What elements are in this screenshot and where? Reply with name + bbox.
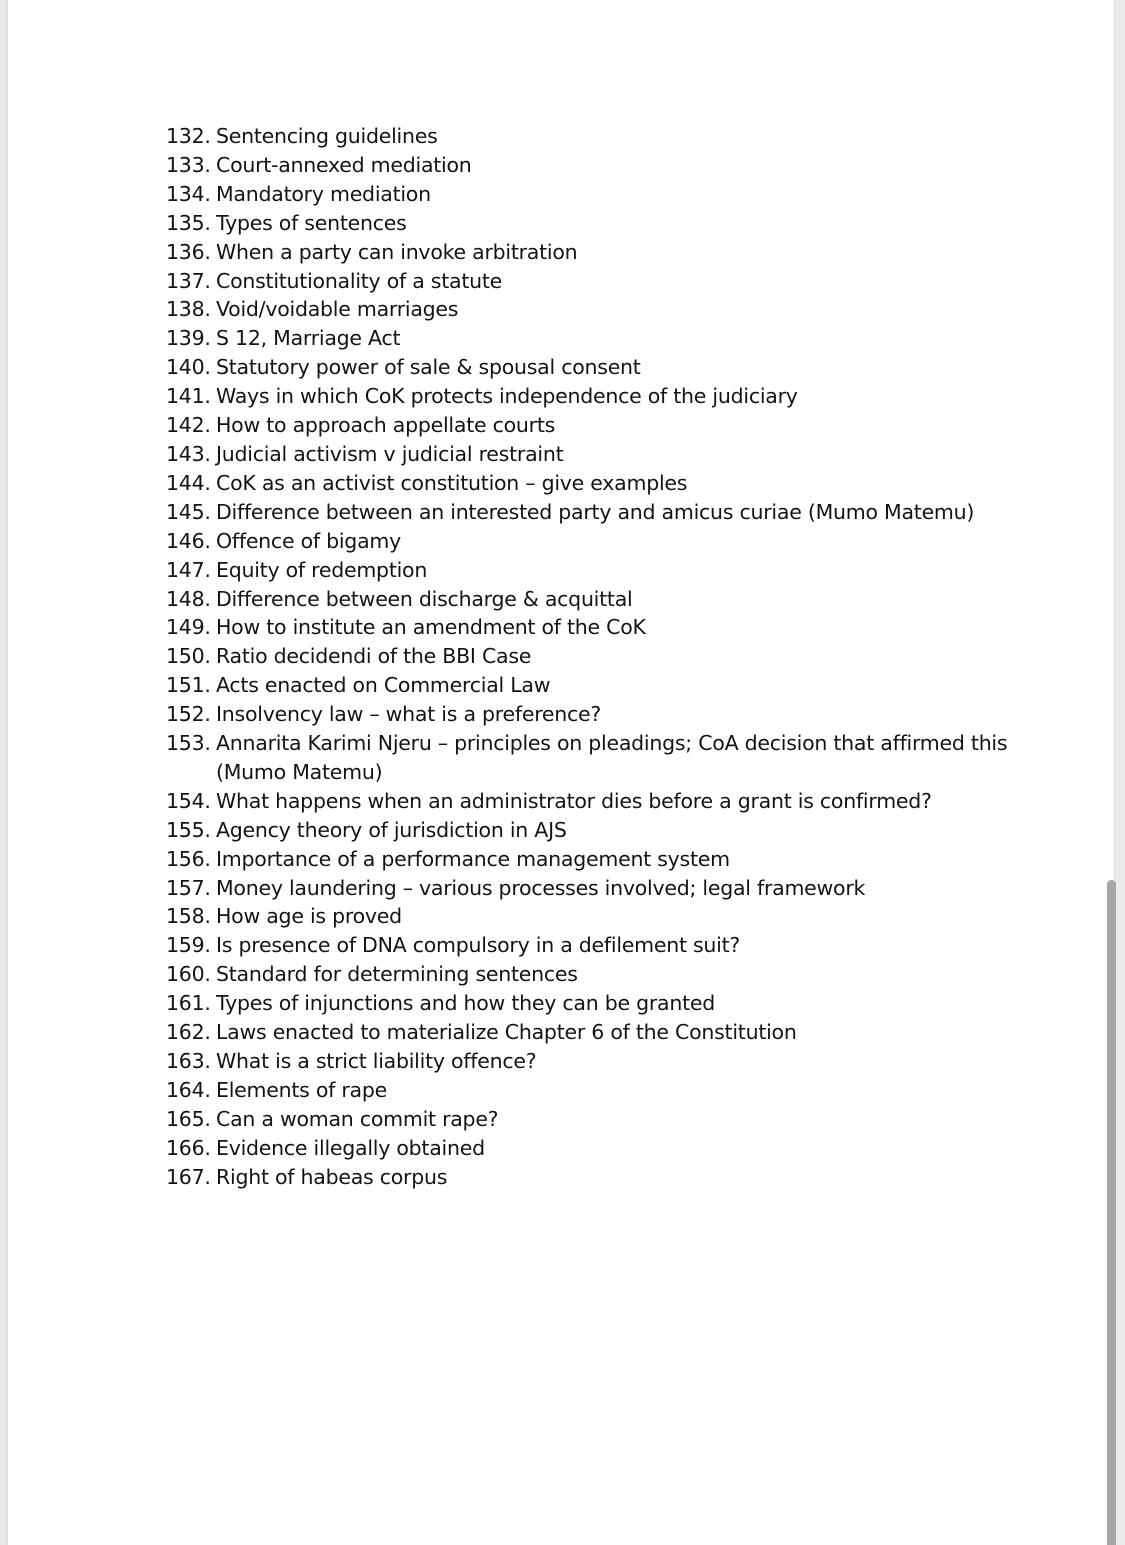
item-text: Court-annexed mediation (216, 152, 472, 177)
item-number: 157. (166, 875, 211, 900)
list-item (166, 585, 1066, 614)
item-text: How to approach appellate courts (216, 413, 556, 438)
list-item (166, 353, 1066, 382)
item-text: Importance of a performance management system (216, 846, 730, 871)
item-number: 144. (166, 470, 211, 495)
item-text: Right of habeas corpus (216, 1164, 448, 1189)
item-text: When a party can invoke arbitration (216, 239, 578, 264)
list-item (166, 960, 1066, 989)
item-number: 156. (166, 846, 211, 871)
list-item (166, 1105, 1066, 1134)
item-text: What is a strict liability offence? (216, 1049, 537, 1073)
item-number: 143. (166, 441, 211, 466)
list-item (166, 1076, 1066, 1105)
list-item (166, 671, 1066, 700)
item-number: 141. (166, 384, 211, 409)
list-item (166, 267, 1066, 296)
item-text: Difference between an interested party and amicus curiae (Mumo Matemu) (216, 499, 975, 524)
item-number: 145. (166, 499, 211, 524)
list-item (166, 469, 1066, 498)
item-text: CoK as an activist constitution – give examples (216, 470, 688, 495)
item-text: Difference between discharge & acquittal (216, 586, 633, 611)
list-item (166, 1018, 1066, 1047)
item-number: 137. (166, 268, 211, 293)
item-text: Mandatory mediation (216, 181, 431, 206)
item-text: How age is proved (216, 904, 402, 929)
item-text: Void/voidable marriages (216, 297, 459, 322)
list-item (166, 151, 1066, 180)
item-text: Acts enacted on Commercial Law (216, 673, 551, 698)
item-text: Equity of redemption (216, 557, 428, 582)
item-number: 160. (166, 962, 211, 987)
item-number: 163. (166, 1049, 211, 1073)
item-number: 149. (166, 615, 211, 640)
list-item (166, 642, 1066, 671)
item-number: 165. (166, 1106, 211, 1131)
item-text: Statutory power of sale & spousal consent (216, 355, 641, 380)
list-item (166, 498, 1066, 527)
item-text: S 12, Marriage Act (216, 326, 401, 351)
item-number: 152. (166, 702, 211, 727)
item-number: 164. (166, 1077, 211, 1102)
list-item (166, 209, 1066, 238)
item-number: 132. (166, 124, 211, 148)
scrollbar-thumb[interactable] (1107, 880, 1116, 1545)
scrollbar-track[interactable] (1115, 0, 1125, 1545)
list-item (166, 613, 1066, 642)
item-text: Offence of bigamy (216, 528, 401, 553)
list-item (166, 556, 1066, 585)
question-list (166, 122, 1066, 1192)
list-item (166, 874, 1066, 903)
item-number: 148. (166, 586, 211, 611)
list-item (166, 1163, 1066, 1192)
item-number: 162. (166, 1020, 211, 1045)
item-text: Annarita Karimi Njeru – principles on pleadings; CoA decision that affirmed this (Mumo Matemu) (216, 731, 1008, 784)
document-page (8, 0, 1114, 1545)
item-number: 136. (166, 239, 211, 264)
list-item (166, 989, 1066, 1018)
item-text: Constitutionality of a statute (216, 268, 503, 293)
item-text: Agency theory of jurisdiction in AJS (216, 817, 567, 842)
item-number: 142. (166, 413, 211, 438)
item-number: 135. (166, 210, 211, 235)
list-item (166, 238, 1066, 267)
list-item (166, 295, 1066, 324)
item-number: 159. (166, 933, 211, 958)
list-item (166, 1047, 1066, 1076)
item-text: What happens when an administrator dies before a grant is confirmed? (216, 788, 932, 813)
list-item (166, 1134, 1066, 1163)
list-item (166, 902, 1066, 931)
item-text: Can a woman commit rape? (216, 1106, 499, 1131)
item-text: Money laundering – various processes involved; legal framework (216, 875, 866, 900)
list-item (166, 411, 1066, 440)
list-item (166, 787, 1066, 816)
item-number: 154. (166, 788, 211, 813)
list-item (166, 931, 1066, 960)
item-text: Is presence of DNA compulsory in a defilement suit? (216, 933, 741, 958)
item-number: 133. (166, 152, 211, 177)
item-number: 151. (166, 673, 211, 698)
list-item (166, 382, 1066, 411)
item-text: Types of injunctions and how they can be granted (216, 991, 715, 1016)
list-item (166, 845, 1066, 874)
item-text: Types of sentences (216, 210, 407, 235)
list-item (166, 527, 1066, 556)
item-text: Judicial activism v judicial restraint (216, 441, 564, 466)
item-text: Ratio decidendi of the BBI Case (216, 644, 532, 669)
item-text: Insolvency law – what is a preference? (216, 702, 602, 727)
item-number: 155. (166, 817, 211, 842)
item-number: 161. (166, 991, 211, 1016)
item-number: 139. (166, 326, 211, 351)
item-number: 140. (166, 355, 211, 380)
list-item (166, 122, 1066, 151)
item-number: 153. (166, 731, 211, 756)
item-text: Sentencing guidelines (216, 124, 438, 148)
item-number: 138. (166, 297, 211, 322)
item-text: Elements of rape (216, 1077, 387, 1102)
list-item (166, 440, 1066, 469)
item-number: 146. (166, 528, 211, 553)
item-number: 134. (166, 181, 211, 206)
item-text: Evidence illegally obtained (216, 1135, 485, 1160)
item-number: 158. (166, 904, 211, 929)
list-item (166, 729, 1066, 787)
item-number: 167. (166, 1164, 211, 1189)
item-text: How to institute an amendment of the CoK (216, 615, 646, 640)
item-number: 166. (166, 1135, 211, 1160)
item-number: 147. (166, 557, 211, 582)
item-number: 150. (166, 644, 211, 669)
list-item (166, 324, 1066, 353)
list-item (166, 816, 1066, 845)
item-text: Ways in which CoK protects independence of the judiciary (216, 384, 798, 409)
item-text: Standard for determining sentences (216, 962, 578, 987)
item-text: Laws enacted to materialize Chapter 6 of the Constitution (216, 1020, 797, 1045)
list-item (166, 700, 1066, 729)
list-item (166, 180, 1066, 209)
